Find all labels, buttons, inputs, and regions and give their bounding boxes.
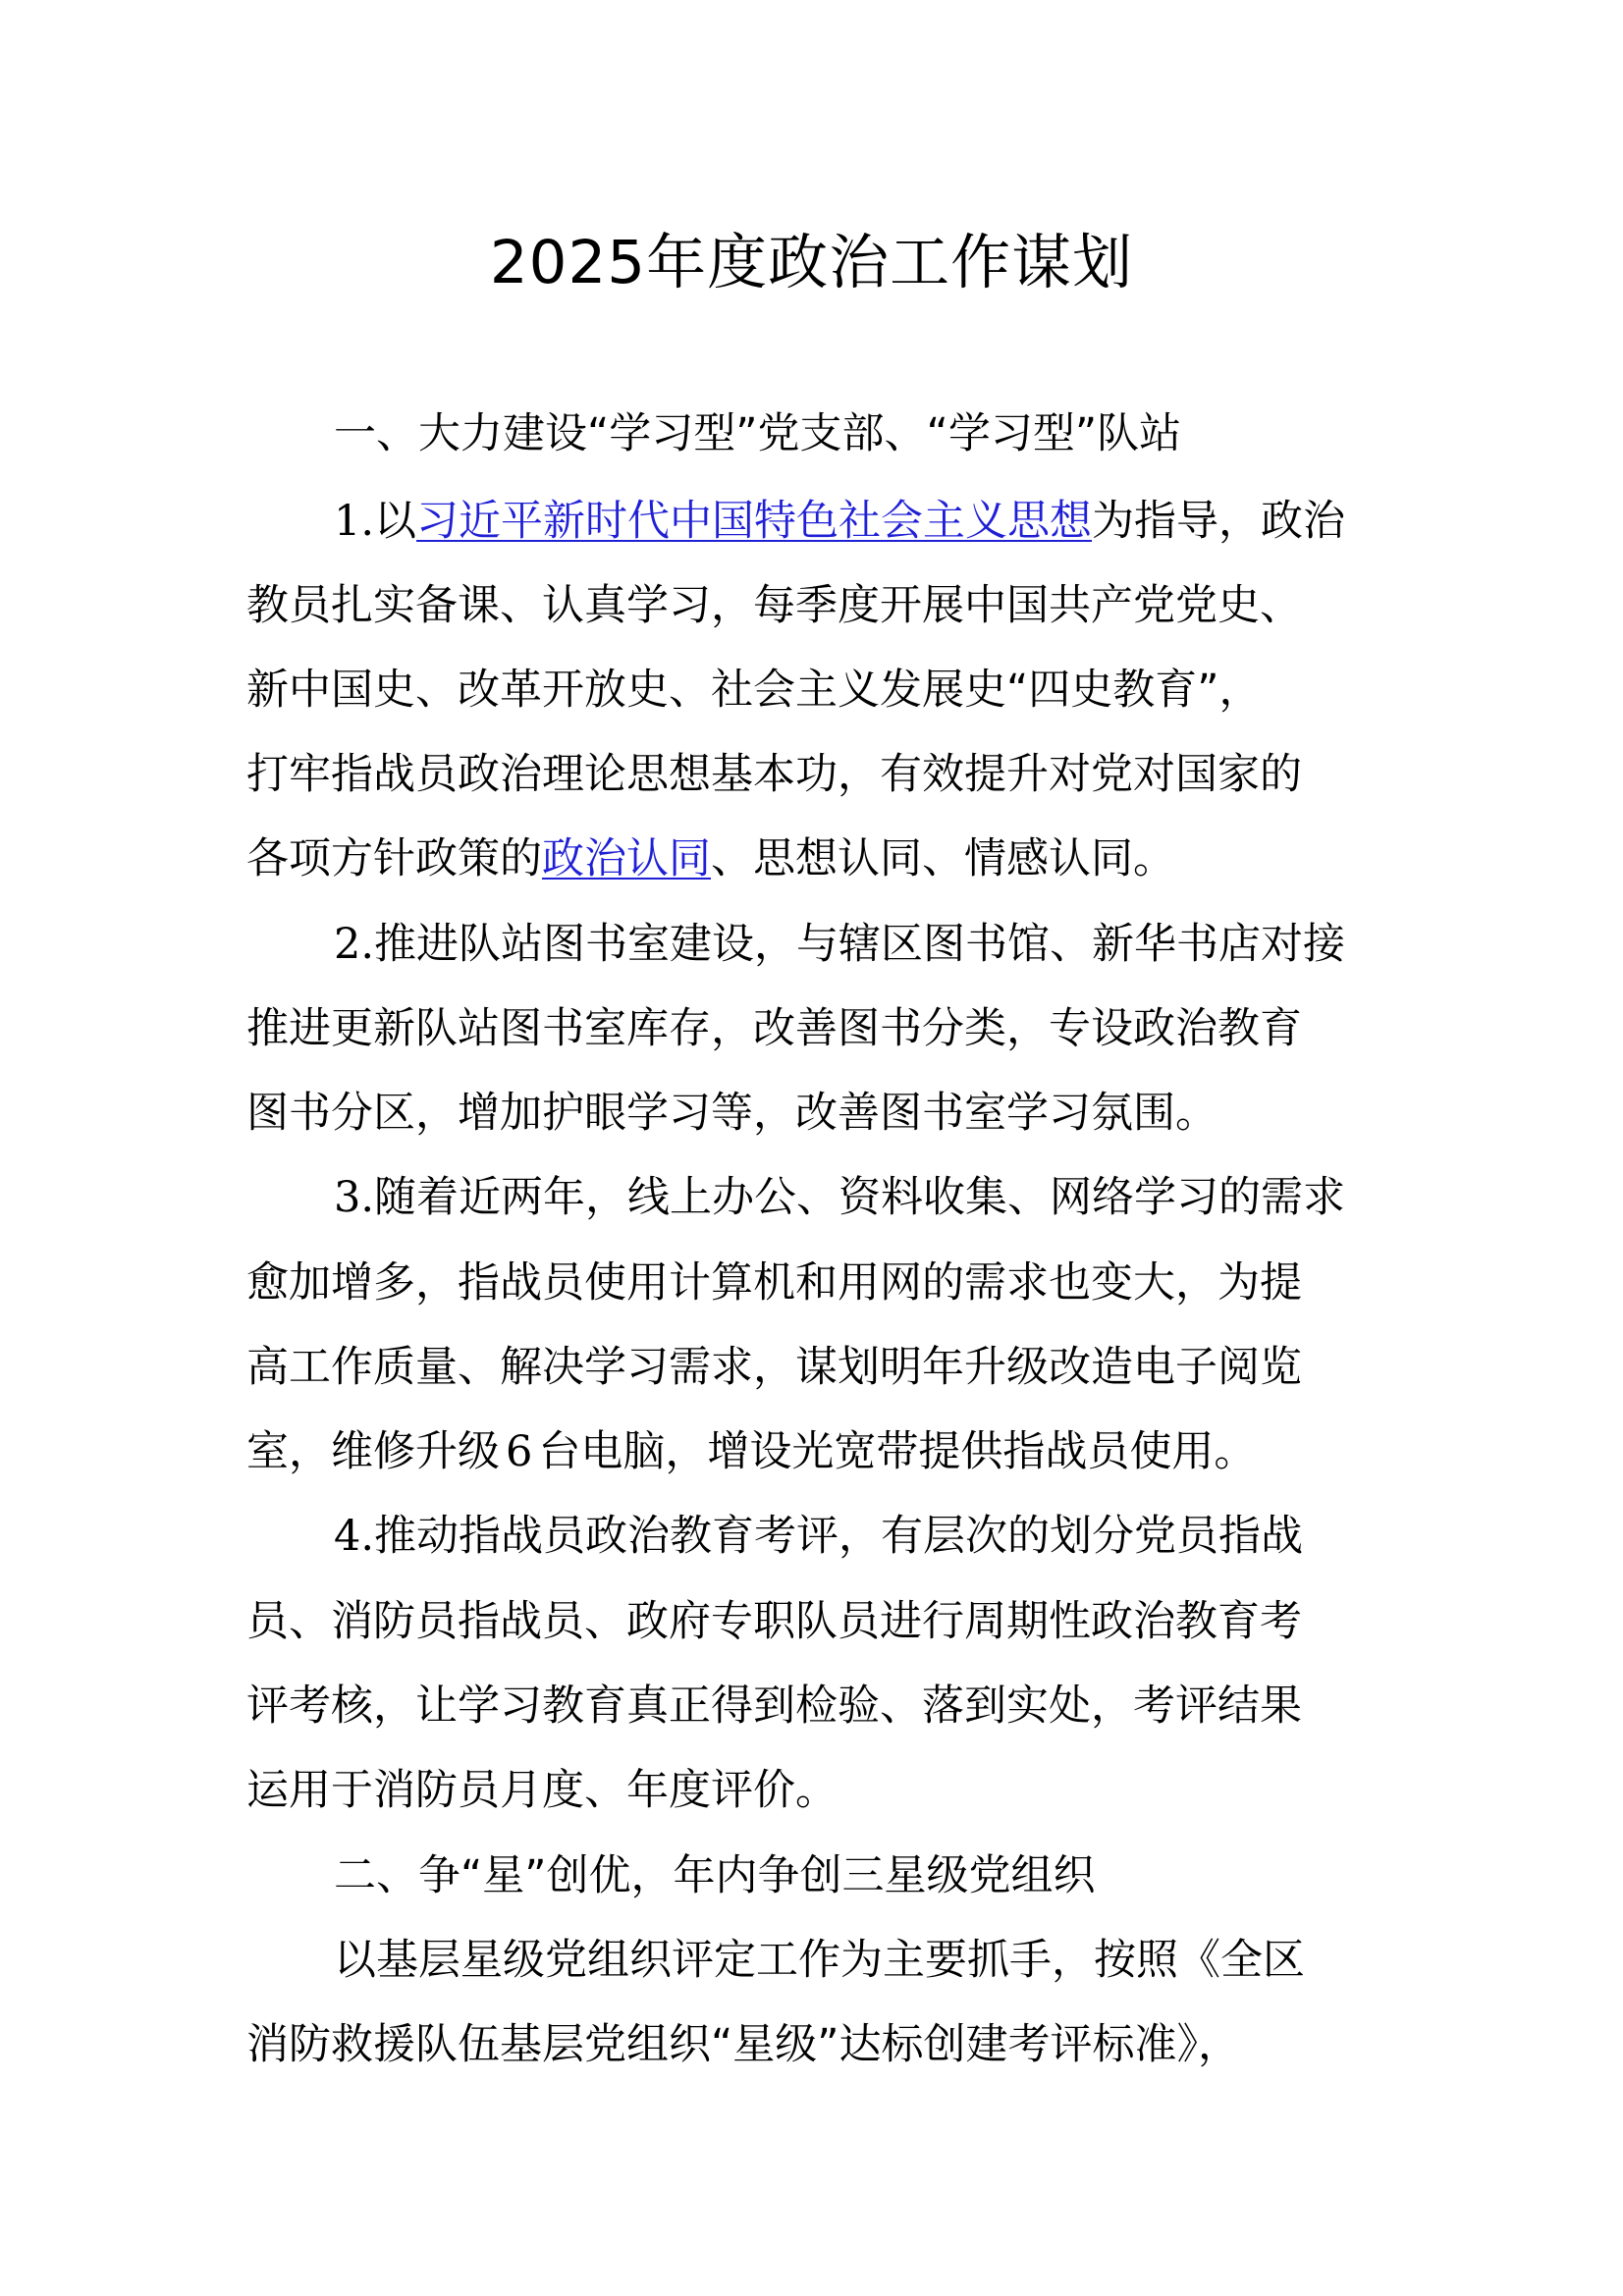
item-1-line-1: [334, 487, 1345, 556]
item-3-line-4-pre: 室，维修升级: [246, 1427, 500, 1476]
item-1-line-4: 打牢指战员政治理论思想基本功，有效提升对党对国家的: [246, 750, 1302, 799]
item-4-line-2: 员、消防员指战员、政府专职队员进行周期性政治教育考: [246, 1597, 1302, 1646]
item-3-number: 3.: [334, 1173, 375, 1222]
item-3-line-4: [246, 1417, 1256, 1486]
document-title: 2025年度政治工作谋划: [489, 228, 1134, 297]
section-2-line-1: 以基层星级党组织评定工作为主要抓手，按照《全区: [334, 1936, 1305, 1985]
item-2-line-3: 图书分区，增加护眼学习等，改善图书室学习氛围。: [246, 1089, 1217, 1138]
item-4-line-4: 运用于消防员月度、年度评价。: [246, 1766, 838, 1815]
section-2-line-2: 消防救援队伍基层党组织“星级”达标创建考评标准》，: [246, 2020, 1241, 2069]
item-1-text-pre: 以: [374, 497, 417, 546]
political-identity-link[interactable]: 政治认同: [542, 834, 711, 883]
item-1-number: 1.: [334, 497, 375, 546]
item-2-line-1: [334, 910, 1345, 979]
item-3-line-1: [334, 1163, 1345, 1232]
item-3-line-3: 高工作质量、解决学习需求，谋划明年升级改造电子阅览: [246, 1343, 1302, 1392]
item-3-line-2: 愈加增多，指战员使用计算机和用网的需求也变大，为提: [246, 1258, 1302, 1308]
xi-thought-link[interactable]: 习近平新时代中国特色社会主义思想: [416, 497, 1093, 546]
item-1-line-3: 新中国史、改革开放史、社会主义发展史“四史教育”，: [246, 666, 1262, 715]
item-3-line-1-text: 随着近两年，线上办公、资料收集、网络学习的需求: [374, 1173, 1346, 1222]
item-4-number: 4.: [334, 1512, 375, 1561]
item-4-line-1: [334, 1502, 1303, 1571]
item-2-line-1-text: 推进队站图书室建设，与辖区图书馆、新华书店对接: [374, 920, 1346, 969]
computer-count: 6: [506, 1427, 533, 1476]
section-2-heading: 二、争“星”创优，年内争创三星级党组织: [334, 1851, 1096, 1900]
item-4-line-1-text: 推动指战员政治教育考评，有层次的划分党员指战: [374, 1512, 1304, 1561]
item-2-line-2: 推进更新队站图书室库存，改善图书分类，专设政治教育: [246, 1004, 1302, 1053]
item-4-line-3: 评考核，让学习教育真正得到检验、落到实处，考评结果: [246, 1682, 1302, 1731]
item-3-line-4-post: 台电脑，增设光宽带提供指战员使用。: [538, 1427, 1257, 1476]
item-1-text-post: 为指导，政治: [1092, 497, 1346, 546]
item-1-line-2: 教员扎实备课、认真学习，每季度开展中国共产党党史、: [246, 581, 1302, 630]
item-1-line-5-post: 、思想认同、情感认同。: [711, 834, 1175, 883]
item-1-line-5-pre: 各项方针政策的: [246, 834, 542, 883]
item-2-number: 2.: [334, 920, 375, 969]
item-1-line-5: [246, 825, 1175, 893]
section-1-heading: 一、大力建设“学习型”党支部、“学习型”队站: [334, 409, 1182, 458]
